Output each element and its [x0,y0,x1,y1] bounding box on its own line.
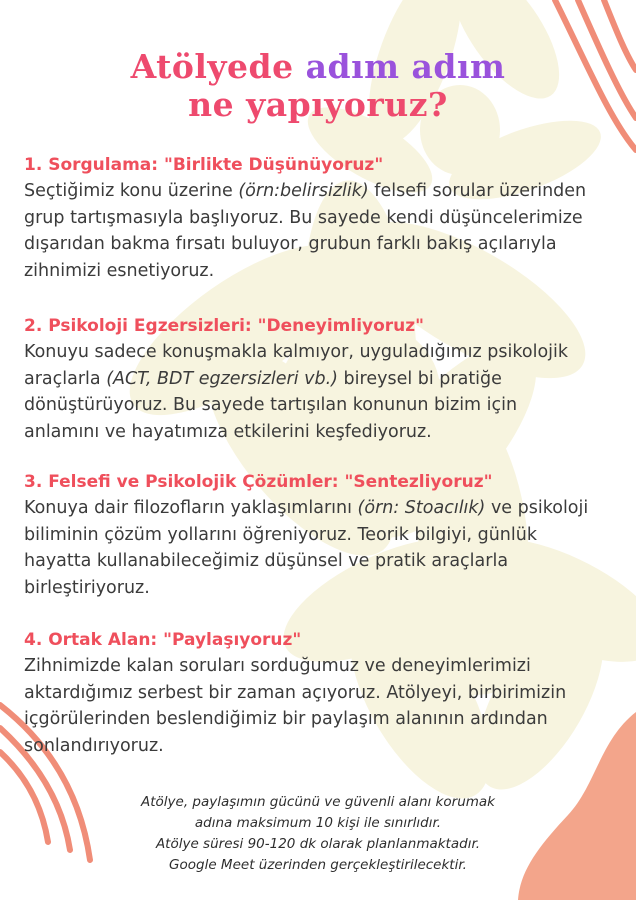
section-felsefi-cozumler [24,469,624,601]
section-ortak-alan [24,627,624,759]
section-title: 1. Sorgulama: "Birlikte Düşünüyoruz" [24,155,384,175]
section-body: Konuya dair filozofların yaklaşımlarını (örn: Stoacılık) ve psikoloji biliminin çözüm yollarını öğreniyoruz. Teorik bilgiyi, günlük hayatta kullanabileceğimiz düşünsel ve pratik araçlarla birleştiriyoruz. [24,498,589,598]
section-body: Konuyu sadece konuşmakla kalmıyor, uyguladığımız psikolojik araçlarla (ACT, BDT egzersizleri vb.) bireysel bi pratiğe dönüştürüyoruz. Bu sayede tartışılan konunun bizim için anlamını ve hayatımıza etkilerini keşfediyoruz. [24,342,569,442]
page-title [0,48,636,124]
section-title: 4. Ortak Alan: "Paylaşıyoruz" [24,630,302,650]
title-line-1: Atölyede adım adım [130,47,506,86]
section-sorgulama [24,152,624,284]
title-line-2: ne yapıyoruz? [188,85,448,124]
section-psikoloji-egzersizleri [24,313,624,445]
section-body: Seçtiğimiz konu üzerine (örn:belirsizlik) felsefi sorular üzerinden grup tartışmasıyla başlıyoruz. Bu sayede kendi düşüncelerimize dışarıdan bakma fırsatı buluyor, grubun farklı bakış açılarıyla zihnimizi esnetiyoruz. [24,181,587,281]
section-title: 3. Felsefi ve Psikolojik Çözümler: "Sentezliyoruz" [24,472,493,492]
section-body: Zihnimizde kalan soruları sorduğumuz ve deneyimlerimizi aktardığımız serbest bir zaman açıyoruz. Atölyeyi, birbirimizin içgörülerinden beslendiğimiz bir paylaşım alanının ardından sonlandırıyoruz. [24,656,567,756]
footer-note: Atölye, paylaşımın gücünü ve güvenli alanı korumak adına maksimum 10 kişi ile sınırlıdır. Atölye süresi 90-120 dk olarak planlanmaktadır. Google Meet üzerinden gerçekleştirilecektir. [141,794,495,873]
section-title: 2. Psikoloji Egzersizleri: "Deneyimliyoruz" [24,316,425,336]
